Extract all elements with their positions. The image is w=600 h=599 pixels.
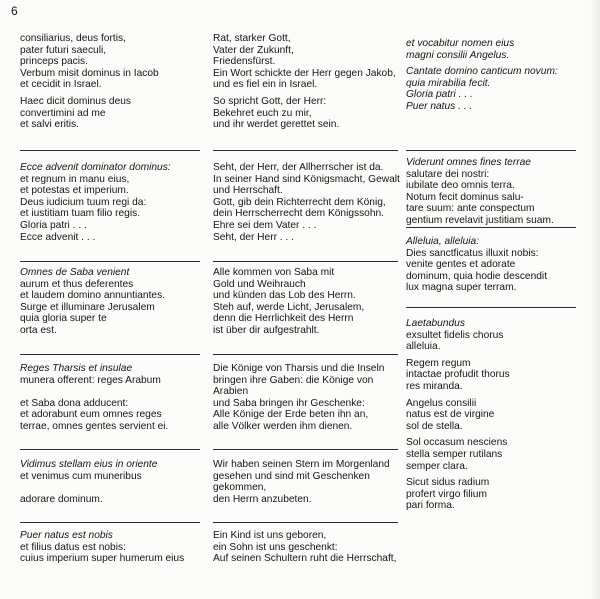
text-line: So spricht Gott, der Herr: [213, 95, 327, 107]
text-line: gentium revelavit justitiam suam. [406, 214, 554, 226]
text-line: et vocabitur nomen eius [406, 38, 515, 49]
text-line: alleluia. [406, 341, 441, 353]
text-line: Surge et illuminare Jerusalem [20, 301, 155, 313]
text-line: et filius datus est nobis: [20, 541, 126, 553]
section-divider [20, 150, 200, 151]
text-line: Notum fecit dominus salu- [406, 191, 524, 203]
text-line: Angelus consilii [406, 397, 477, 409]
text-line: und künden das Lob des Herrn. [213, 290, 356, 302]
section-heading: Reges Tharsis et insulae [20, 363, 133, 374]
text-line: Ecce advenit . . . [20, 231, 96, 243]
section-heading: Omnes de Saba venient [20, 267, 130, 278]
latin-section-2 [20, 162, 200, 243]
text-line: princeps pacis. [20, 56, 88, 68]
text-line: Rat, starker Gott, [213, 33, 291, 44]
text-line: et iustitiam tuam filio regis. [20, 208, 141, 220]
text-line: salutare dei nostri: [406, 168, 490, 180]
text-line: Gold und Weihrauch [213, 278, 306, 290]
text-line: und ihr werdet gerettet sein. [213, 119, 340, 131]
section-divider [20, 261, 200, 262]
text-line: pater futuri saeculi, [20, 44, 107, 56]
text-line: aurum et thus deferentes [20, 278, 134, 290]
text-line: In seiner Hand sind Königsmacht, Gewalt [213, 173, 400, 185]
section-divider [406, 150, 576, 151]
page-number: 6 [11, 4, 18, 18]
text-line: dein Herrscherrecht dem Königssohn. [213, 208, 385, 220]
text-line: Alle Könige der Erde beten ihn an, [213, 409, 369, 421]
section-divider [213, 449, 398, 450]
text-line: orta est. [20, 324, 57, 336]
latin-section-4 [20, 363, 200, 433]
text-line: Puer natus . . . [406, 100, 473, 112]
text-line: Seht, der Herr . . . [213, 231, 294, 243]
text-line: convertimini ad me [20, 107, 106, 119]
text-line: Friedensfürst. [213, 56, 276, 68]
text-line: cuius imperium super humerum eius [20, 553, 185, 565]
text-line: Dies sanctficatus illuxit nobis: [406, 247, 539, 259]
text-line: und Herrschaft. [213, 185, 283, 197]
text-line: venite gentes et adorate [406, 259, 516, 271]
section-heading: Laetabundus [406, 318, 465, 329]
right-section-1 [406, 38, 576, 113]
german-section-4 [213, 363, 398, 433]
text-line: adorare dominum. [20, 493, 103, 505]
text-line: et cecidit in Israel. [20, 79, 102, 91]
german-section-3 [213, 267, 398, 337]
text-line: magni consilii Angelus. [406, 49, 510, 61]
section-divider [213, 354, 398, 355]
text-line: ist über dir aufgestrahlt. [213, 324, 320, 336]
page-edge-shadow [590, 0, 600, 599]
section-divider [213, 150, 398, 151]
text-line: Ein Kind ist uns geboren, [213, 530, 327, 541]
german-section-2 [213, 162, 398, 243]
text-line: natus est de virgine [406, 409, 495, 421]
text-line: exsultet fidelis chorus [406, 329, 504, 341]
text-line: Deus iudicium tuum regi da: [20, 196, 147, 208]
text-line: Auf seinen Schultern ruht die Herrschaft, [213, 553, 397, 565]
text-line: Arabien [213, 386, 249, 398]
text-line: Haec dicit dominus deus [20, 95, 131, 107]
latin-section-1 [20, 33, 200, 131]
text-line: gesehen und sind mit Geschenken [213, 470, 370, 482]
text-line: Ein Wort schickte der Herr gegen Jakob, [213, 67, 396, 79]
text-line: Cantate domino canticum novum: [406, 66, 558, 78]
german-section-5 [213, 459, 398, 505]
text-line: Gloria patri . . . [406, 89, 473, 101]
section-heading: Alleluia, alleluia: [406, 236, 480, 247]
text-line: sol de stella. [406, 420, 463, 432]
text-line: profert virgo filium [406, 488, 487, 500]
text-line: alle Völker werden ihm dienen. [213, 420, 353, 432]
section-heading: Viderunt omnes fines terrae [406, 157, 531, 168]
text-line: Seht, der Herr, der Allherrscher ist da. [213, 162, 384, 173]
text-line: quia gloria super te [20, 313, 107, 325]
text-line: res miranda. [406, 380, 463, 392]
text-line: munera offerent: reges Arabum [20, 374, 161, 386]
text-line: bringen ihre Gaben: die Könige von [213, 374, 374, 386]
text-line: und Saba bringen ihr Geschenke: [213, 397, 365, 409]
text-line: dominum, quia hodie descendit [406, 270, 548, 282]
text-line: denn die Herrlichkeit des Herrn [213, 313, 354, 325]
text-line: et Saba dona adducent: [20, 397, 129, 409]
right-section-3 [406, 236, 576, 294]
text-line: et adorabunt eum omnes reges [20, 409, 162, 421]
section-divider [20, 449, 200, 450]
text-line: et venimus cum muneribus [20, 470, 142, 482]
section-divider [406, 307, 576, 308]
text-line: intactae profudit thorus [406, 369, 510, 381]
text-line: und es fiel ein in Israel. [213, 79, 318, 91]
text-line: consiliarius, deus fortis, [20, 33, 126, 44]
section-heading: Vidimus stellam eius in oriente [20, 459, 158, 470]
text-line: Gott, gib dein Richterrecht dem König, [213, 196, 386, 208]
latin-section-6 [20, 530, 200, 565]
text-line: ein Sohn ist uns geschenkt: [213, 541, 338, 553]
german-section-6 [213, 530, 398, 565]
text-line: Vater der Zukunft, [213, 44, 294, 56]
latin-section-3 [20, 267, 200, 337]
text-line: Steh auf, werde Licht, Jerusalem, [213, 301, 365, 313]
text-line: stella semper rutilans [406, 448, 503, 460]
latin-section-5 [20, 459, 200, 505]
text-line: Bekehret euch zu mir, [213, 107, 312, 119]
right-section-4 [406, 318, 576, 512]
text-line: et laudem domino annuntiantes. [20, 290, 165, 302]
text-line: Alle kommen von Saba mit [213, 267, 335, 278]
text-line: Verbum misit dominus in Iacob [20, 67, 159, 79]
text-line: et potestas et imperium. [20, 185, 129, 197]
german-section-1 [213, 33, 398, 131]
text-line: et regnum in manu eius, [20, 173, 130, 185]
text-line: quia mirabilia fecit. [406, 77, 491, 89]
text-line: lux magna super terram. [406, 282, 517, 294]
section-divider [213, 522, 398, 523]
text-line: Regem regum [406, 357, 471, 369]
section-divider [213, 261, 398, 262]
right-section-2 [406, 157, 576, 227]
text-line: pari forma. [406, 500, 455, 512]
text-line: Sol occasum nesciens [406, 437, 508, 449]
text-line: den Herrn anzubeten. [213, 493, 312, 505]
text-line: et salvi eritis. [20, 119, 79, 131]
text-line: gekommen, [213, 482, 267, 494]
text-line: semper clara. [406, 460, 468, 472]
text-line: Wir haben seinen Stern im Morgenland [213, 459, 390, 470]
text-line: terrae, omnes gentes servient ei. [20, 420, 169, 432]
section-divider [20, 354, 200, 355]
section-heading: Puer natus est nobis [20, 530, 113, 541]
text-line: iubilate deo omnis terra. [406, 180, 515, 192]
text-line: tare suum: ante conspectum [406, 203, 535, 215]
section-heading: Ecce advenit dominator dominus: [20, 162, 171, 173]
text-line: Die Könige von Tharsis und die Inseln [213, 363, 385, 374]
section-divider [20, 522, 200, 523]
text-line: Sicut sidus radium [406, 477, 490, 489]
text-line: Ehre sei dem Vater . . . [213, 219, 317, 231]
text-line: Gloria patri . . . [20, 219, 87, 231]
section-divider [406, 227, 576, 228]
